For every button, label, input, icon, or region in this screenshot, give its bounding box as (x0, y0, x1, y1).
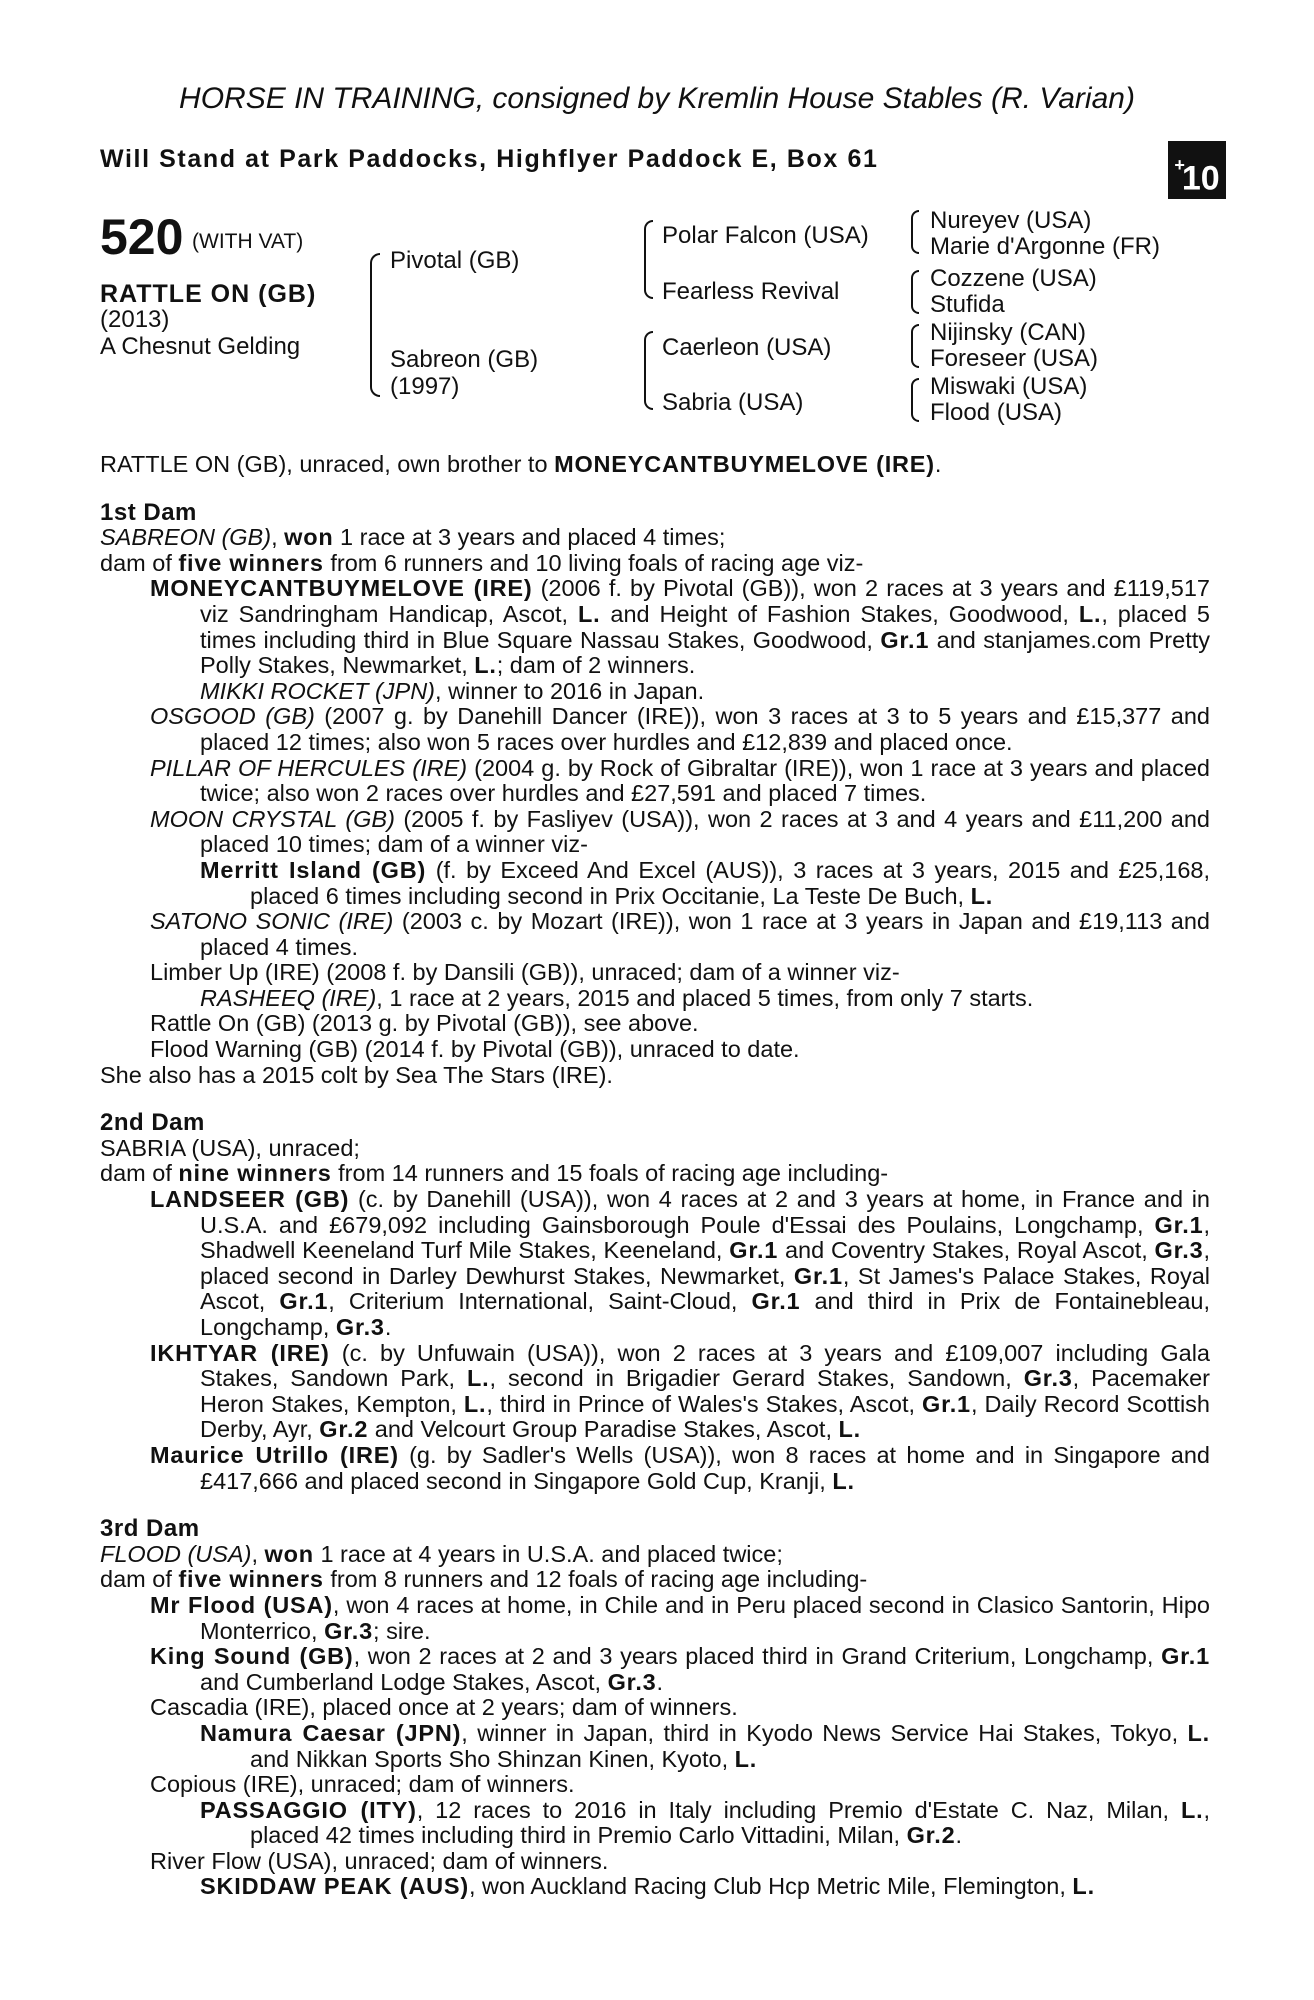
dam1-produce-merritt-island: Merritt Island (GB) (f. by Exceed And Excel (AUS)), 3 races at 3 years, 2015 and £25,168, placed 6 times including second in Prix Occitanie, La Teste De Buch, L. (200, 856, 1210, 909)
dam1-produce-rattle-on: Rattle On (GB) (2013 g. by Pivotal (GB)), see above. (150, 1010, 699, 1037)
badge-plus-10 (1168, 141, 1226, 199)
dam1-produce-osgood: OSGOOD (GB) (2007 g. by Danehill Dancer (IRE)), won 3 races at 3 to 5 years and £15,377 and placed 12 times; also won 5 races over hurdles and £12,839 and placed once. (150, 703, 1210, 755)
catalogue-body (100, 452, 1210, 1900)
pedigree-dsd: Foreseer (USA) (930, 345, 1099, 372)
dam1-line2: dam of five winners from 6 runners and 10 living foals of racing age viz- (100, 549, 864, 576)
dam3-produce-river-flow: River Flow (USA), unraced; dam of winners. (150, 1847, 609, 1874)
pedigree-bracket-gen1 (370, 253, 380, 397)
dam1-produce-moon-crystal: MOON CRYSTAL (GB) (2005 f. by Fasliyev (USA)), won 2 races at 3 and 4 years and £11,200 and placed 10 times; dam of a winner viz- (150, 805, 1210, 858)
dam2-line2: dam of nine winners from 14 runners and 15 foals of racing age including- (100, 1160, 889, 1187)
dam2-heading: 2nd Dam (100, 1109, 205, 1137)
pedigree-sire-sire: Polar Falcon (USA) (662, 222, 869, 249)
badge-plus-sign: + (1174, 155, 1185, 175)
dam3-line2: dam of five winners from 8 runners and 12 foals of racing age including- (100, 1566, 868, 1593)
dam3-produce-namura-caesar: Namura Caesar (JPN), winner in Japan, third in Kyodo News Service Hai Stakes, Tokyo, L. and Nikkan Sports Sho Shinzan Kinen, Kyoto, L. (200, 1719, 1210, 1772)
pedigree-bracket-ds (911, 324, 919, 368)
dam2-produce-landseer: LANDSEER (GB) (c. by Danehill (USA)), won 4 races at 2 and 3 years at home, in France and in U.S.A. and £679,092 including Gainsborough Poule d'Essai des Poulains, Longchamp, Gr.1, Shadwell Keeneland Turf Mile Stakes, Keeneland, Gr.1 and Coventry Stakes, Royal Ascot, Gr.3, placed second in Darley Dewhurst Stakes, Newmarket, Gr.1, St James's Palace Stakes, Royal Ascot, Gr.1, Criterium International, Saint-Cloud, Gr.1 and third in Prix de Fontainebleau, Longchamp, Gr.3. (150, 1186, 1211, 1340)
dam1-produce-mikki-rocket: MIKKI ROCKET (JPN), winner to 2016 in Japan. (200, 677, 705, 704)
intro-line: RATTLE ON (GB), unraced, own brother to MONEYCANTBUYMELOVE (IRE). (100, 451, 942, 477)
dam3-produce-king-sound: King Sound (GB), won 2 races at 2 and 3 years placed third in Grand Criterium, Longchamp, Gr.1 and Cumberland Lodge Stakes, Ascot, Gr.3. (150, 1643, 1210, 1695)
badge-number: 10 (1181, 159, 1220, 198)
dam2-line1: SABRIA (USA), unraced; (100, 1134, 360, 1161)
dam1-line1: SABREON (GB), won 1 race at 3 years and placed 4 times; (100, 524, 726, 551)
pedigree-bracket-ss (911, 210, 919, 254)
dam1-note: She also has a 2015 colt by Sea The Stars (IRE). (100, 1061, 613, 1088)
dam3-line1: FLOOD (USA), won 1 race at 4 years in U.S.A. and placed twice; (100, 1540, 783, 1567)
pedigree-dam-year: (1997) (390, 373, 460, 400)
dam3-produce-cascadia: Cascadia (IRE), placed once at 2 years; dam of winners. (150, 1694, 738, 1721)
catalogue-header: HORSE IN TRAINING, consigned by Kremlin House Stables (R. Varian) (179, 82, 1135, 115)
pedigree-sss: Nureyev (USA) (930, 207, 1092, 234)
dam1-produce-rasheeq: RASHEEQ (IRE), 1 race at 2 years, 2015 and placed 5 times, from only 7 starts. (200, 984, 1034, 1011)
pedigree-bracket-sd (911, 270, 919, 314)
dam3-produce-mr-flood: Mr Flood (USA), won 4 races at home, in Chile and in Peru placed second in Clasico Santorin, Hipo Monterrico, Gr.3; sire. (150, 1591, 1210, 1644)
pedigree-dss: Nijinsky (CAN) (930, 319, 1086, 346)
pedigree-sire: Pivotal (GB) (390, 247, 520, 274)
lot-number: 520 (100, 209, 184, 265)
pedigree-dam-sire: Caerleon (USA) (662, 334, 832, 361)
stand-location: Will Stand at Park Paddocks, Highflyer Paddock E, Box 61 (100, 145, 879, 173)
lot-vat: (WITH VAT) (192, 230, 304, 253)
pedigree-bracket-dam (644, 331, 653, 410)
dam1-produce-moneycantbuymelove: MONEYCANTBUYMELOVE (IRE) (2006 f. by Pivotal (GB)), won 2 races at 3 years and £119,517 viz Sandringham Handicap, Ascot, L. and Height of Fashion Stakes, Goodwood, L., placed 5 times including third in Blue Square Nassau Stakes, Goodwood, Gr.1 and stanjames.com Pretty Polly Stakes, Newmarket, L.; dam of 2 winners. (150, 575, 1210, 679)
pedigree-bracket-dd (911, 378, 919, 422)
horse-name: RATTLE ON (GB) (100, 280, 317, 308)
horse-description: A Chesnut Gelding (100, 333, 301, 360)
dam2-produce-ikhtyar: IKHTYAR (IRE) (c. by Unfuwain (USA)), won 2 races at 3 years and £109,007 including Gala Stakes, Sandown Park, L., second in Brigadier Gerard Stakes, Sandown, Gr.3, Pacemaker Heron Stakes, Kempton, L., third in Prince of Wales's Stakes, Ascot, Gr.1, Daily Record Scottish Derby, Ayr, Gr.2 and Velcourt Group Paradise Stakes, Ascot, L. (150, 1339, 1210, 1443)
dam1-heading: 1st Dam (100, 498, 197, 526)
pedigree-ssd: Marie d'Argonne (FR) (930, 233, 1160, 260)
pedigree-bracket-sire (644, 220, 653, 299)
dam1-produce-flood-warning: Flood Warning (GB) (2014 f. by Pivotal (GB)), unraced to date. (150, 1036, 800, 1063)
pedigree-dds: Miswaki (USA) (930, 373, 1088, 400)
pedigree-sdd: Stufida (930, 291, 1005, 318)
dam1-produce-pillar-of-hercules: PILLAR OF HERCULES (IRE) (2004 g. by Rock of Gibraltar (IRE)), won 1 race at 3 years and placed twice; also won 2 races over hurdles and £27,591 and placed 7 times. (150, 754, 1210, 807)
pedigree-dam-dam: Sabria (USA) (662, 389, 804, 416)
pedigree-sire-dam: Fearless Revival (662, 278, 840, 305)
pedigree-sds: Cozzene (USA) (930, 265, 1097, 292)
dam3-produce-passaggio: PASSAGGIO (ITY), 12 races to 2016 in Italy including Premio d'Estate C. Naz, Milan, L., placed 42 times including third in Premio Carlo Vittadini, Milan, Gr.2. (200, 1796, 1210, 1849)
pedigree-ddd: Flood (USA) (930, 399, 1063, 426)
dam3-produce-skiddaw-peak: SKIDDAW PEAK (AUS), won Auckland Racing Club Hcp Metric Mile, Flemington, L. (200, 1873, 1095, 1900)
dam1-produce-satono-sonic: SATONO SONIC (IRE) (2003 c. by Mozart (IRE)), won 1 race at 3 years in Japan and £19,113 and placed 4 times. (150, 908, 1210, 960)
dam3-produce-copious: Copious (IRE), unraced; dam of winners. (150, 1771, 575, 1798)
horse-year: (2013) (100, 306, 170, 333)
dam1-produce-limber-up: Limber Up (IRE) (2008 f. by Dansili (GB)), unraced; dam of a winner viz- (150, 959, 900, 986)
dam3-heading: 3rd Dam (100, 1515, 200, 1543)
pedigree-dam: Sabreon (GB) (390, 346, 539, 373)
dam2-produce-maurice-utrillo: Maurice Utrillo (IRE) (g. by Sadler's Wells (USA)), won 8 races at home and in Singapore and £417,666 and placed second in Singapore Gold Cup, Kranji, L. (150, 1441, 1210, 1494)
